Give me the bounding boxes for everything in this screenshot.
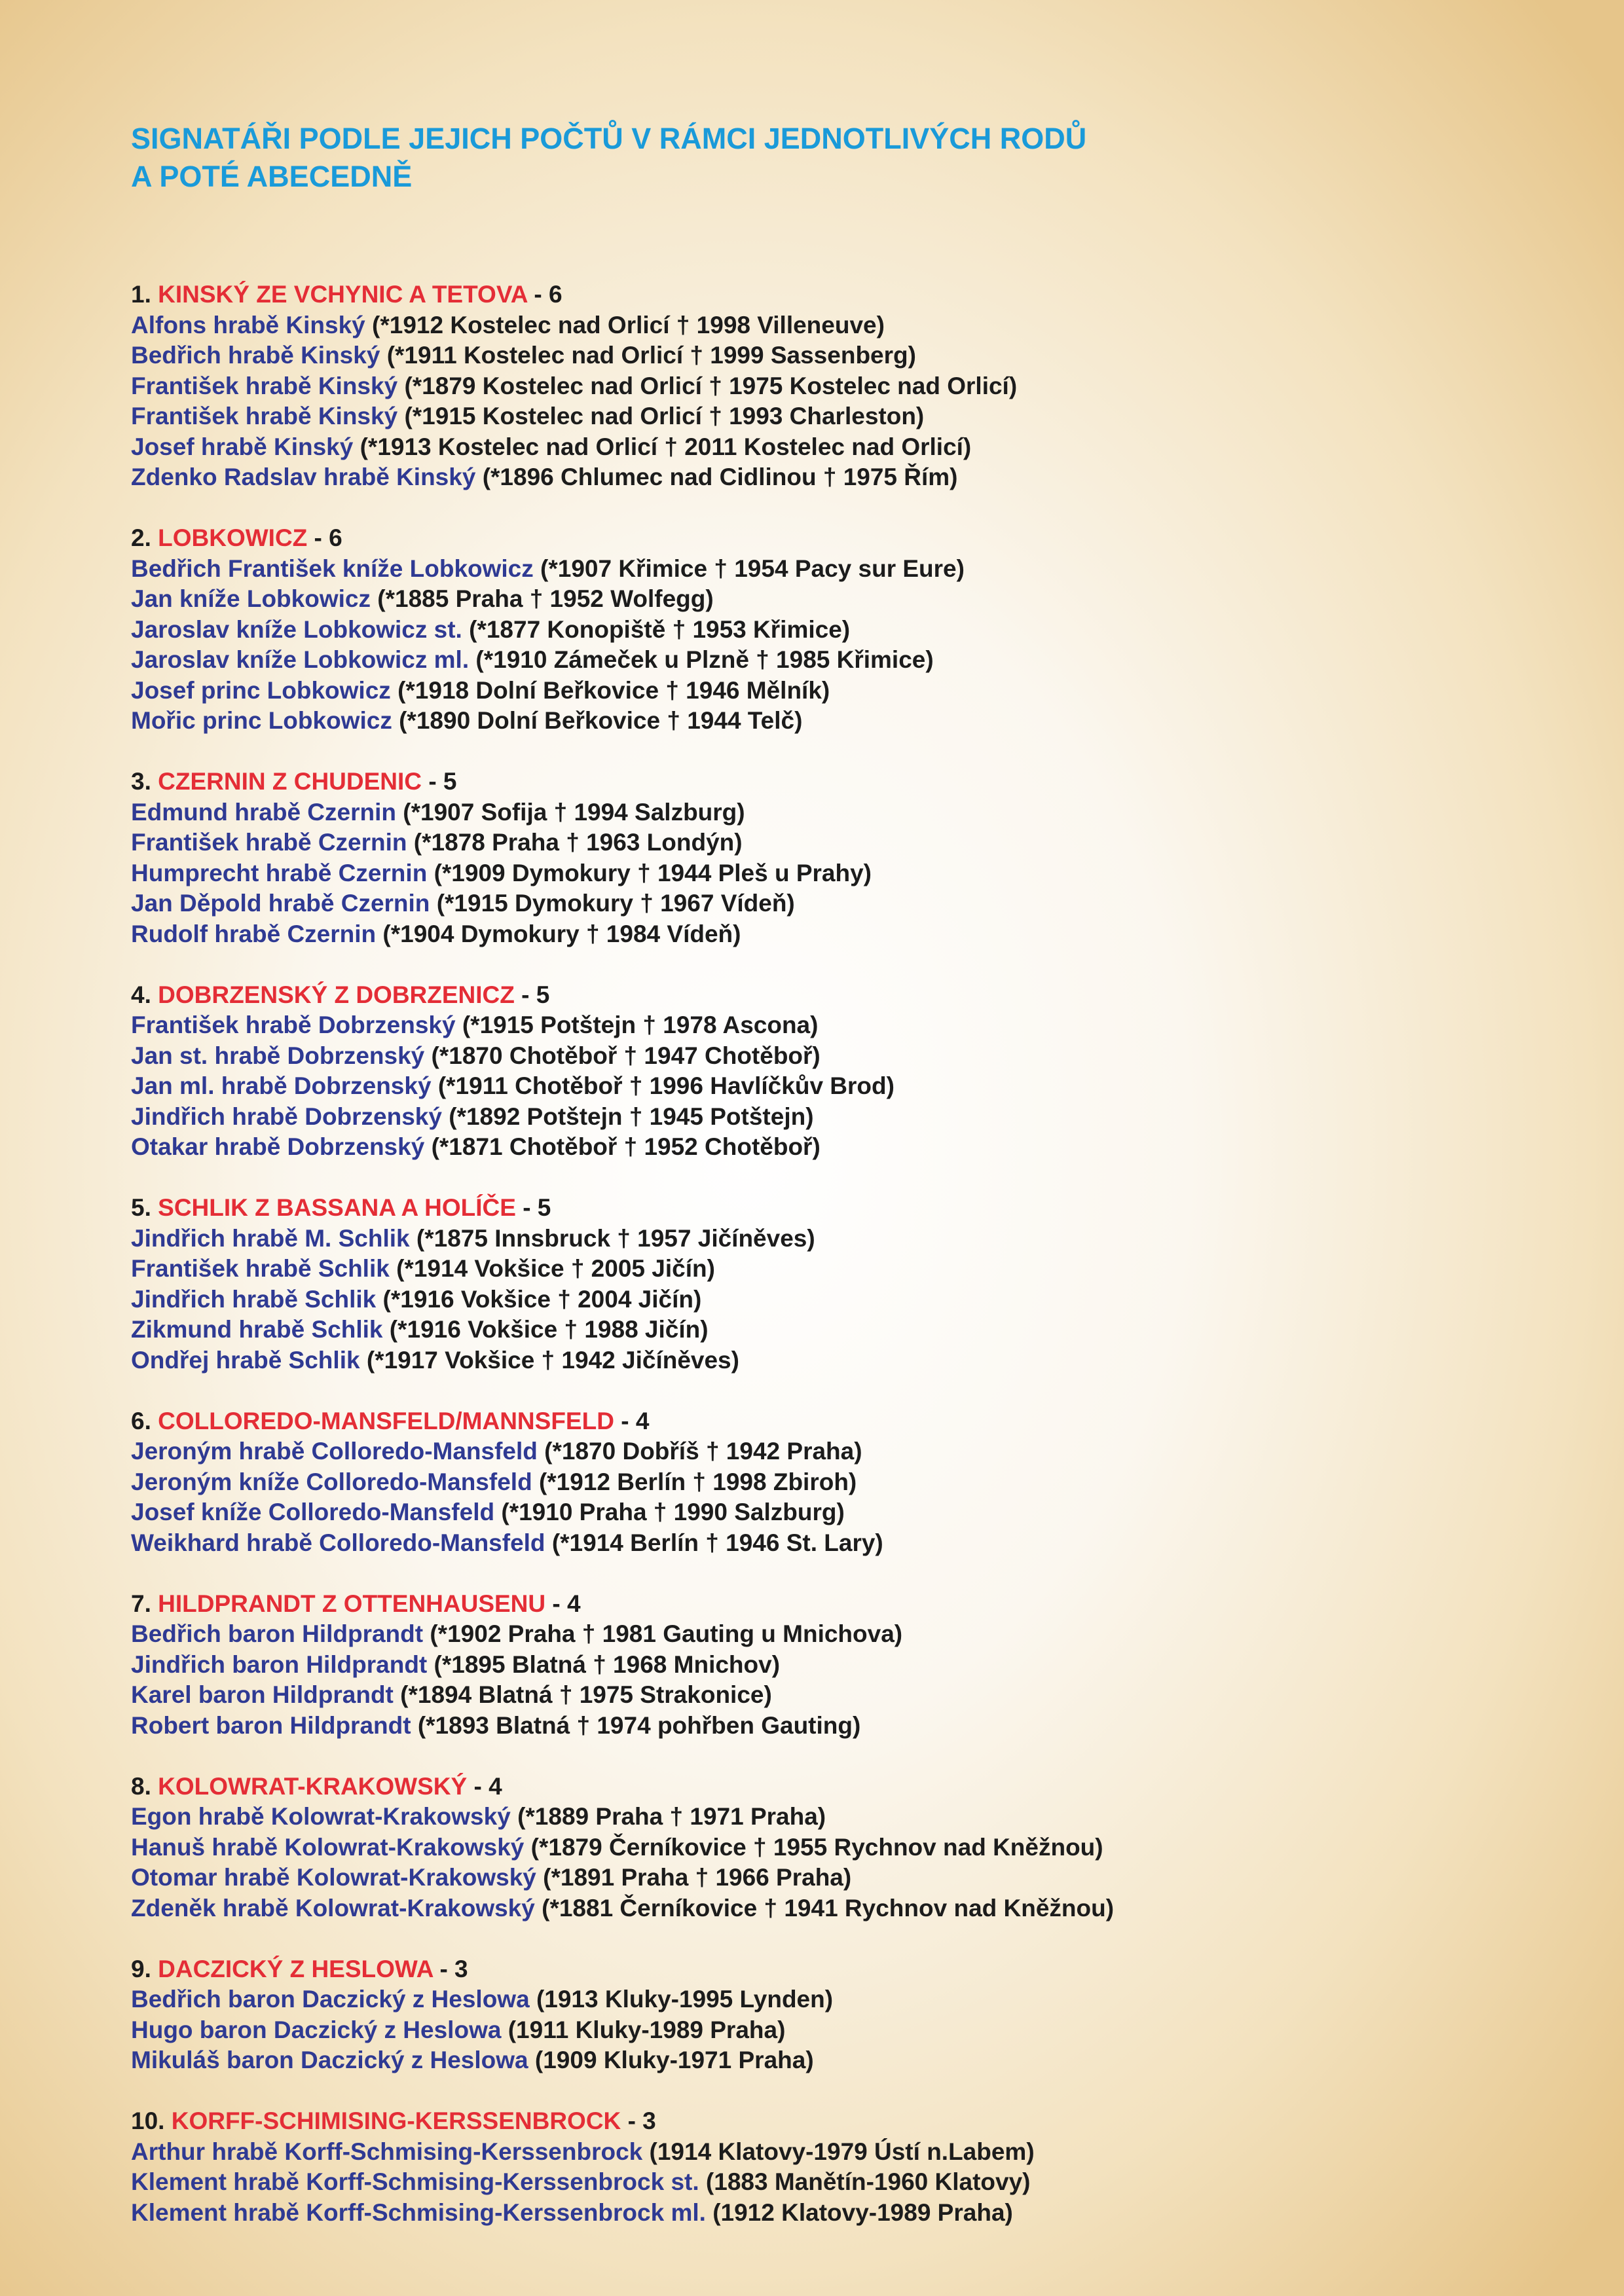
person-name: Jindřich hrabě Schlik <box>131 1285 377 1313</box>
person-name: Hanuš hrabě Kolowrat-Krakowský <box>131 1833 525 1861</box>
family-number: 1. <box>131 281 151 308</box>
person-name: Bedřich baron Hildprandt <box>131 1620 424 1647</box>
person-name: Jindřich baron Hildprandt <box>131 1650 428 1678</box>
family-count: - 5 <box>521 981 550 1008</box>
person-row <box>131 554 1493 585</box>
person-row <box>131 1102 1493 1133</box>
person-row <box>131 1467 1493 1498</box>
person-row <box>131 2015 1493 2046</box>
person-dates: (*1909 Dymokury † 1944 Pleš u Prahy) <box>434 859 872 886</box>
family-heading <box>131 1772 1493 1802</box>
family-name: LOBKOWICZ <box>158 524 308 551</box>
person-dates: (*1911 Kostelec nad Orlicí † 1999 Sassenberg) <box>386 342 916 369</box>
person-row <box>131 584 1493 615</box>
person-row <box>131 371 1493 402</box>
family-heading <box>131 1193 1493 1224</box>
person-row <box>131 340 1493 371</box>
family-count: - 6 <box>534 281 563 308</box>
person-name: Jeroným kníže Colloredo-Mansfeld <box>131 1468 532 1495</box>
person-dates: (*1902 Praha † 1981 Gauting u Mnichova) <box>430 1620 903 1647</box>
person-row <box>131 1802 1493 1832</box>
person-name: Mikuláš baron Daczický z Heslowa <box>131 2047 528 2073</box>
family-number: 10. <box>131 2107 165 2134</box>
person-row <box>131 1863 1493 1893</box>
family-count: - 6 <box>314 524 342 551</box>
person-row <box>131 828 1493 858</box>
family-name: SCHLIK Z BASSANA A HOLÍČE <box>158 1194 516 1221</box>
person-name: Zikmund hrabě Schlik <box>131 1316 383 1343</box>
person-dates: (*1917 Vokšice † 1942 Jičíněves) <box>366 1346 739 1374</box>
person-row <box>131 645 1493 676</box>
person-dates: (1913 Kluky-1995 Lynden) <box>536 1986 834 2013</box>
person-dates: (*1875 Innsbruck † 1957 Jičíněves) <box>416 1224 815 1252</box>
person-dates: (*1879 Kostelec nad Orlicí † 1975 Kostelec nad Orlicí) <box>404 372 1018 399</box>
person-dates: (*1916 Vokšice † 1988 Jičín) <box>389 1316 709 1343</box>
family-section <box>131 1772 1493 1924</box>
person-name: Otomar hrabě Kolowrat-Krakowský <box>131 1864 536 1891</box>
person-dates: (*1918 Dolní Beřkovice † 1946 Mělník) <box>397 676 830 704</box>
person-row <box>131 1224 1493 1254</box>
family-section <box>131 1406 1493 1559</box>
person-row <box>131 1071 1493 1102</box>
person-dates: (*1890 Dolní Beřkovice † 1944 Telč) <box>399 707 803 734</box>
person-dates: (*1870 Dobříš † 1942 Praha) <box>544 1438 862 1465</box>
person-name: Mořic princ Lobkowicz <box>131 707 392 734</box>
person-name: František hrabě Schlik <box>131 1255 390 1282</box>
person-row <box>131 919 1493 950</box>
person-dates: (*1910 Zámeček u Plzně † 1985 Křimice) <box>475 646 934 673</box>
person-name: Hugo baron Daczický z Heslowa <box>131 2016 502 2043</box>
person-name: Bedřich hrabě Kinský <box>131 342 380 369</box>
family-count: - 5 <box>428 768 457 795</box>
person-dates: (*1879 Černíkovice † 1955 Rychnov nad Kněžnou) <box>530 1833 1103 1861</box>
person-dates: (*1907 Křimice † 1954 Pacy sur Eure) <box>540 555 965 582</box>
person-dates: (1909 Kluky-1971 Praha) <box>534 2047 814 2073</box>
person-name: Klement hrabě Korff-Schmising-Kerssenbrock st. <box>131 2168 699 2195</box>
person-dates: (*1895 Blatná † 1968 Mnichov) <box>434 1650 781 1678</box>
person-name: Karel baron Hildprandt <box>131 1681 394 1708</box>
person-name: Bedřich František kníže Lobkowicz <box>131 555 534 582</box>
person-row <box>131 2167 1493 2198</box>
person-name: Arthur hrabě Korff-Schmising-Kerssenbrock <box>131 2138 643 2165</box>
family-name: KORFF-SCHIMISING-KERSSENBROCK <box>171 2107 621 2134</box>
person-dates: (*1877 Konopiště † 1953 Křimice) <box>469 615 851 643</box>
family-heading <box>131 767 1493 797</box>
person-dates: (*1916 Vokšice † 2004 Jičín) <box>382 1285 702 1313</box>
person-row <box>131 462 1493 493</box>
person-name: Robert baron Hildprandt <box>131 1711 411 1739</box>
family-section <box>131 980 1493 1163</box>
family-heading <box>131 280 1493 310</box>
family-name: DACZICKÝ Z HESLOWA <box>158 1955 434 1982</box>
person-name: Weikhard hrabě Colloredo-Mansfeld <box>131 1529 545 1556</box>
family-count: - 4 <box>552 1590 581 1617</box>
person-name: Josef kníže Colloredo-Mansfeld <box>131 1499 495 1525</box>
person-dates: (*1892 Potštejn † 1945 Potštejn) <box>449 1102 814 1130</box>
family-section <box>131 1954 1493 2076</box>
person-row <box>131 1497 1493 1528</box>
person-name: Jan kníže Lobkowicz <box>131 585 371 612</box>
family-section <box>131 1193 1493 1376</box>
person-dates: (*1894 Blatná † 1975 Strakonice) <box>400 1681 772 1708</box>
person-name: Edmund hrabě Czernin <box>131 798 396 826</box>
family-count: - 3 <box>627 2107 656 2134</box>
family-section <box>131 767 1493 949</box>
family-number: 4. <box>131 981 151 1008</box>
person-row <box>131 2045 1493 2076</box>
family-heading <box>131 1954 1493 1985</box>
family-name: KOLOWRAT-KRAKOWSKÝ <box>158 1772 468 1800</box>
family-name: CZERNIN Z CHUDENIC <box>158 768 422 795</box>
person-name: Rudolf hrabě Czernin <box>131 920 377 947</box>
person-name: František hrabě Czernin <box>131 829 407 856</box>
family-number: 8. <box>131 1772 151 1800</box>
person-dates: (*1912 Berlín † 1998 Zbiroh) <box>538 1468 857 1495</box>
person-dates: (*1911 Chotěboř † 1996 Havlíčkův Brod) <box>437 1072 895 1099</box>
person-dates: (*1907 Sofija † 1994 Salzburg) <box>403 798 745 826</box>
person-dates: (*1915 Potštejn † 1978 Ascona) <box>462 1011 819 1038</box>
family-heading <box>131 980 1493 1011</box>
family-number: 9. <box>131 1955 151 1982</box>
title-line-1: SIGNATÁŘI PODLE JEJICH POČTŮ V RÁMCI JEDNOTLIVÝCH RODŮ <box>131 122 1087 155</box>
family-heading <box>131 1589 1493 1620</box>
person-dates: (*1896 Chlumec nad Cidlinou † 1975 Řím) <box>482 464 958 490</box>
family-number: 7. <box>131 1590 151 1617</box>
person-dates: (*1871 Chotěboř † 1952 Chotěboř) <box>431 1133 821 1160</box>
person-dates: (*1914 Vokšice † 2005 Jičín) <box>396 1255 715 1282</box>
person-row <box>131 1984 1493 2015</box>
person-name: Jindřich hrabě Dobrzenský <box>131 1102 442 1130</box>
person-row <box>131 1285 1493 1315</box>
family-section <box>131 523 1493 737</box>
person-name: Jan ml. hrabě Dobrzenský <box>131 1072 432 1099</box>
person-name: Josef princ Lobkowicz <box>131 676 391 704</box>
person-dates: (*1904 Dymokury † 1984 Vídeň) <box>382 920 741 947</box>
person-dates: (*1913 Kostelec nad Orlicí † 2011 Kostelec nad Orlicí) <box>360 433 972 460</box>
person-row <box>131 706 1493 737</box>
person-row <box>131 1345 1493 1376</box>
family-name: DOBRZENSKÝ Z DOBRZENICZ <box>158 981 515 1008</box>
person-row <box>131 310 1493 341</box>
person-name: Bedřich baron Daczický z Heslowa <box>131 1986 530 2013</box>
family-number: 2. <box>131 524 151 551</box>
person-name: Zdeněk hrabě Kolowrat-Krakowský <box>131 1894 535 1922</box>
person-dates: (*1893 Blatná † 1974 pohřben Gauting) <box>417 1711 861 1739</box>
person-row <box>131 858 1493 889</box>
person-name: Alfons hrabě Kinský <box>131 311 365 338</box>
person-dates: (1911 Kluky-1989 Praha) <box>507 2016 786 2043</box>
person-row <box>131 1315 1493 1345</box>
person-name: Jeroným hrabě Colloredo-Mansfeld <box>131 1438 538 1465</box>
person-dates: (*1915 Dymokury † 1967 Vídeň) <box>436 890 795 917</box>
person-name: Egon hrabě Kolowrat-Krakowský <box>131 1803 511 1830</box>
family-count: - 4 <box>621 1407 650 1434</box>
family-heading <box>131 2106 1493 2137</box>
family-name: KINSKÝ ZE VCHYNIC A TETOVA <box>158 281 528 308</box>
person-dates: (*1891 Praha † 1966 Praha) <box>543 1864 852 1891</box>
person-row <box>131 1436 1493 1467</box>
person-row <box>131 1619 1493 1650</box>
person-row <box>131 2137 1493 2168</box>
person-name: František hrabě Kinský <box>131 403 398 429</box>
person-row <box>131 1254 1493 1285</box>
family-number: 6. <box>131 1407 151 1434</box>
person-row <box>131 1132 1493 1163</box>
person-name: Zdenko Radslav hrabě Kinský <box>131 464 476 490</box>
family-number: 5. <box>131 1194 151 1221</box>
person-name: František hrabě Dobrzenský <box>131 1011 456 1038</box>
person-row <box>131 615 1493 646</box>
person-name: Ondřej hrabě Schlik <box>131 1346 360 1374</box>
person-dates: (*1914 Berlín † 1946 St. Lary) <box>551 1529 883 1556</box>
family-name: COLLOREDO-MANSFELD/MANNSFELD <box>158 1407 614 1434</box>
family-count: - 4 <box>473 1772 502 1800</box>
person-name: Jindřich hrabě M. Schlik <box>131 1224 410 1252</box>
person-dates: (*1915 Kostelec nad Orlicí † 1993 Charleston) <box>404 403 925 429</box>
family-section <box>131 1589 1493 1741</box>
person-row <box>131 1832 1493 1863</box>
person-dates: (*1912 Kostelec nad Orlicí † 1998 Villeneuve) <box>372 311 885 338</box>
person-name: Otakar hrabě Dobrzenský <box>131 1133 425 1160</box>
person-name: František hrabě Kinský <box>131 372 398 399</box>
family-name: HILDPRANDT Z OTTENHAUSENU <box>158 1590 546 1617</box>
person-name: Klement hrabě Korff-Schmising-Kerssenbrock ml. <box>131 2198 706 2226</box>
person-row <box>131 1041 1493 1072</box>
page-title <box>131 120 1493 196</box>
person-name: Jaroslav kníže Lobkowicz st. <box>131 615 462 643</box>
person-dates: (*1889 Praha † 1971 Praha) <box>517 1803 826 1830</box>
person-row <box>131 2198 1493 2229</box>
person-dates: (*1885 Praha † 1952 Wolfegg) <box>377 585 714 612</box>
person-dates: (*1910 Praha † 1990 Salzburg) <box>501 1499 845 1525</box>
person-name: Jaroslav kníže Lobkowicz ml. <box>131 646 470 673</box>
family-section <box>131 2106 1493 2228</box>
person-row <box>131 676 1493 706</box>
person-row <box>131 1711 1493 1741</box>
person-row <box>131 432 1493 463</box>
family-count: - 3 <box>439 1955 468 1982</box>
person-dates: (*1881 Černíkovice † 1941 Rychnov nad Kněžnou) <box>542 1894 1115 1922</box>
person-row <box>131 797 1493 828</box>
person-row <box>131 1893 1493 1924</box>
family-heading <box>131 1406 1493 1437</box>
person-row <box>131 1680 1493 1711</box>
person-name: Humprecht hrabě Czernin <box>131 859 428 886</box>
person-dates: (*1870 Chotěboř † 1947 Chotěboř) <box>431 1042 821 1069</box>
person-row <box>131 1528 1493 1559</box>
family-heading <box>131 523 1493 554</box>
family-count: - 5 <box>523 1194 551 1221</box>
person-dates: (1914 Klatovy-1979 Ústí n.Labem) <box>649 2138 1035 2165</box>
person-name: Josef hrabě Kinský <box>131 433 354 460</box>
person-row <box>131 1650 1493 1681</box>
person-dates: (*1878 Praha † 1963 Londýn) <box>413 829 743 856</box>
family-number: 3. <box>131 768 151 795</box>
family-list <box>131 280 1493 2228</box>
person-name: Jan Děpold hrabě Czernin <box>131 890 430 917</box>
person-dates: (1912 Klatovy-1989 Praha) <box>712 2198 1013 2226</box>
person-name: Jan st. hrabě Dobrzenský <box>131 1042 425 1069</box>
person-row <box>131 401 1493 432</box>
family-section <box>131 280 1493 493</box>
title-line-2: A POTÉ ABECEDNĚ <box>131 160 413 193</box>
person-row <box>131 1010 1493 1041</box>
person-dates: (1883 Manětín-1960 Klatovy) <box>705 2168 1031 2195</box>
person-row <box>131 888 1493 919</box>
